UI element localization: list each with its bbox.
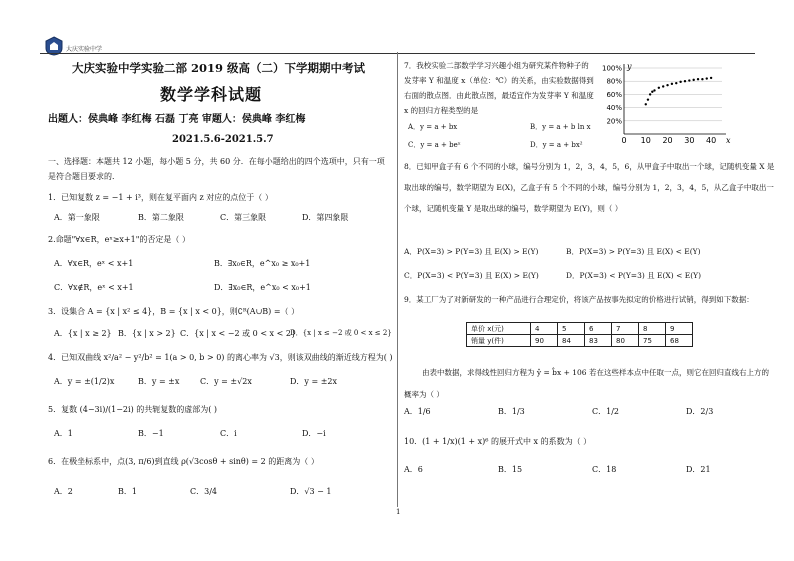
q4-option-a: A．y = ±(1/2)x [54,377,115,386]
q2-option-c: C．∀x∉R，eˣ < x+1 [54,283,134,292]
q1-option-b: B．第二象限 [138,213,184,222]
question-6-stem: 6．在极坐标系中，点(3, π/6)到直线 ρ(√3cosθ + sinθ) = 2 的距离为（ ） [48,457,319,466]
data-point [679,81,681,83]
q10-option-a: A．6 [404,465,423,474]
data-point [662,85,664,87]
x-tick-label: 0 [621,136,627,145]
table-cell: 9 [666,323,693,335]
q6-option-b: B．1 [118,487,137,496]
table-row [467,323,693,335]
y-tick-label: 80% [606,77,622,86]
q8-option-a: A．P(X=3) > P(Y=3) 且 E(X) > E(Y) [404,247,539,256]
question-1-stem: 1．已知复数 z = −1 + i³，则在复平面内 z 对应的点位于（ ） [48,193,273,202]
table-row-header: 销量 y(件) [467,335,531,347]
table-cell: 5 [558,323,585,335]
y-tick-label: 100% [601,64,622,73]
q5-option-a: A．1 [54,429,73,438]
q7-option-b: B．y = a + b ln x [530,123,591,131]
table-cell: 80 [612,335,639,347]
data-point [647,98,649,100]
q5-option-b: B．−1 [138,429,164,438]
q6-option-c: C．3/4 [190,487,217,496]
q9-option-a: A．1/6 [404,407,431,416]
q7-option-c: C．y = a + beˣ [408,141,461,149]
table-cell: 4 [531,323,558,335]
question-9-stem: 9．某工厂为了对新研发的一种产品进行合理定价，将该产品按事先拟定的价格进行试销，得到如下数据： [404,295,754,304]
data-point [710,77,712,79]
data-point [649,93,651,95]
x-tick-label: 40 [706,136,717,145]
y-tick-label: 40% [606,104,622,113]
q2-option-a: A．∀x∈R，eˣ < x+1 [54,259,134,268]
q9-option-d: D．2/3 [686,407,714,416]
data-point [675,82,677,84]
q5-option-c: C．i [220,429,237,438]
q1-option-a: A．第一象限 [54,213,100,222]
price-sales-table [466,322,693,347]
subject-title: 数学学科试题 [160,85,263,104]
table-row-header: 单价 x(元) [467,323,531,335]
x-tick-label: 20 [662,136,673,145]
data-point [692,79,694,81]
x-tick-label: 30 [684,136,695,145]
section-instructions: 一、选择题：本题共 12 小题，每小题 5 分，共 60 分．在每小题给出的四个选项中，只有一项是符合题目要求的． [48,157,385,181]
q5-option-d: D．−i [302,429,326,438]
exam-title: 大庆实验中学实验二部 2019 级高（二）下学期期中考试 [72,61,366,75]
q3-option-d: D．{x | x ≤ −2 或 0 < x ≤ 2} [290,329,392,337]
q2-option-d: D．∃x₀∈R，e^x₀ < x₀+1 [214,283,311,292]
y-axis-label: y [627,62,632,71]
q4-option-b: B．y = ±x [138,377,180,386]
q10-option-c: C．18 [592,465,617,474]
data-point [658,87,660,89]
school-name-small: 大庆实验中学 [66,46,103,53]
q8-option-b: B．P(X=3) > P(Y=3) 且 E(X) < E(Y) [566,247,701,256]
table-cell: 84 [558,335,585,347]
x-tick-label: 10 [640,136,651,145]
scatter-plot [598,60,730,148]
q8-option-d: D．P(X=3) < P(Y=3) 且 E(X) < E(Y) [566,271,702,280]
column-divider [397,52,398,507]
q3-option-a: A．{x | x ≥ 2} [54,329,112,338]
q3-option-c: C．{x | x < −2 或 0 < x < 2} [180,329,297,338]
authors-line: 出题人：侯典峰 李红梅 石磊 丁亮 审题人：侯典峰 李红梅 [48,114,306,125]
data-point [701,78,703,80]
q7-option-d: D．y = a + bx² [530,141,583,149]
q4-option-d: D．y = ±2x [290,377,338,386]
data-point [684,80,686,82]
question-10-stem: 10．(1 + 1/x)(1 + x)⁶ 的展开式中 x 的系数为（ ） [404,437,592,446]
data-point [653,89,655,91]
y-tick-label: 20% [606,117,622,126]
y-tick-label: 60% [606,90,622,99]
data-point [651,91,653,93]
question-4-stem: 4．已知双曲线 x²/a² − y²/b² = 1(a > 0, b > 0) 的离心率为 √3，则该双曲线的渐近线方程为( ) [48,353,393,362]
table-row [467,335,693,347]
question-3-stem: 3．设集合 A = {x | x² ≤ 4}，B = {x | x < 0}，则∁ᴿ(A∪B) =（ ） [48,307,300,316]
question-2-stem: 2.命题"∀x∈R，eˣ≥x+1"的否定是（ ） [48,235,190,244]
table-cell: 8 [639,323,666,335]
q6-option-d: D．√3 − 1 [290,487,332,496]
data-point [666,84,668,86]
table-cell: 75 [639,335,666,347]
question-7-stem: 7．我校实验二部数学学习兴趣小组为研究某件物种子的发芽率 Y 和温度 x（单位：℃）的关系，由实验数据得到右面的散点图．由此散点图，最适宜作为发芽率 Y 和温度 x 的回归方程类型的是 [404,61,594,115]
page-number: 1 [396,508,401,516]
table-cell: 7 [612,323,639,335]
question-9-stem-2: 由表中数据，求得线性回归方程为 ŷ = b̂x + 106 若在这些样本点中任取一点，则它在回归直线右上方的概率为（ ） [404,368,769,399]
q10-option-b: B．15 [498,465,523,474]
q6-option-a: A．2 [54,487,73,496]
q10-option-d: D．21 [686,465,711,474]
data-point [645,103,647,105]
table-cell: 6 [585,323,612,335]
q1-option-d: D．第四象限 [302,213,349,222]
data-point [688,79,690,81]
data-point [697,78,699,80]
table-cell: 90 [531,335,558,347]
q8-option-c: C．P(X=3) < P(Y=3) 且 E(X) > E(Y) [404,271,539,280]
exam-date: 2021.5.6-2021.5.7 [172,134,274,145]
q2-option-b: B．∃x₀∈R，e^x₀ ≥ x₀+1 [214,259,311,268]
q9-option-b: B．1/3 [498,407,525,416]
q4-option-c: C．y = ±√2x [200,377,252,386]
q9-option-c: C．1/2 [592,407,619,416]
q1-option-c: C．第三象限 [220,213,267,222]
data-point [706,77,708,79]
q7-option-a: A．y = a + bx [408,123,458,131]
x-axis-label: x [726,136,731,145]
data-point [671,83,673,85]
question-8-stem: 8．已知甲盒子有 6 个不同的小球，编号分别为 1，2，3，4，5，6，从甲盒子中取出一个球，记随机变量 X 是取出球的编号，数学期望为 E(X)，乙盒子有 5 个不同的小球，编号分别为 1，2，3，4，5，从乙盒子中取出一个球，记随机变量 Y 是取出球的编号，数学期望为 E(Y)，则（ ） [404,162,775,213]
table-cell: 68 [666,335,693,347]
q3-option-b: B．{x | x > 2} [118,329,176,338]
table-cell: 83 [585,335,612,347]
question-5-stem: 5．复数 (4−3i)/(1−2i) 的共轭复数的虚部为( ) [48,405,218,414]
